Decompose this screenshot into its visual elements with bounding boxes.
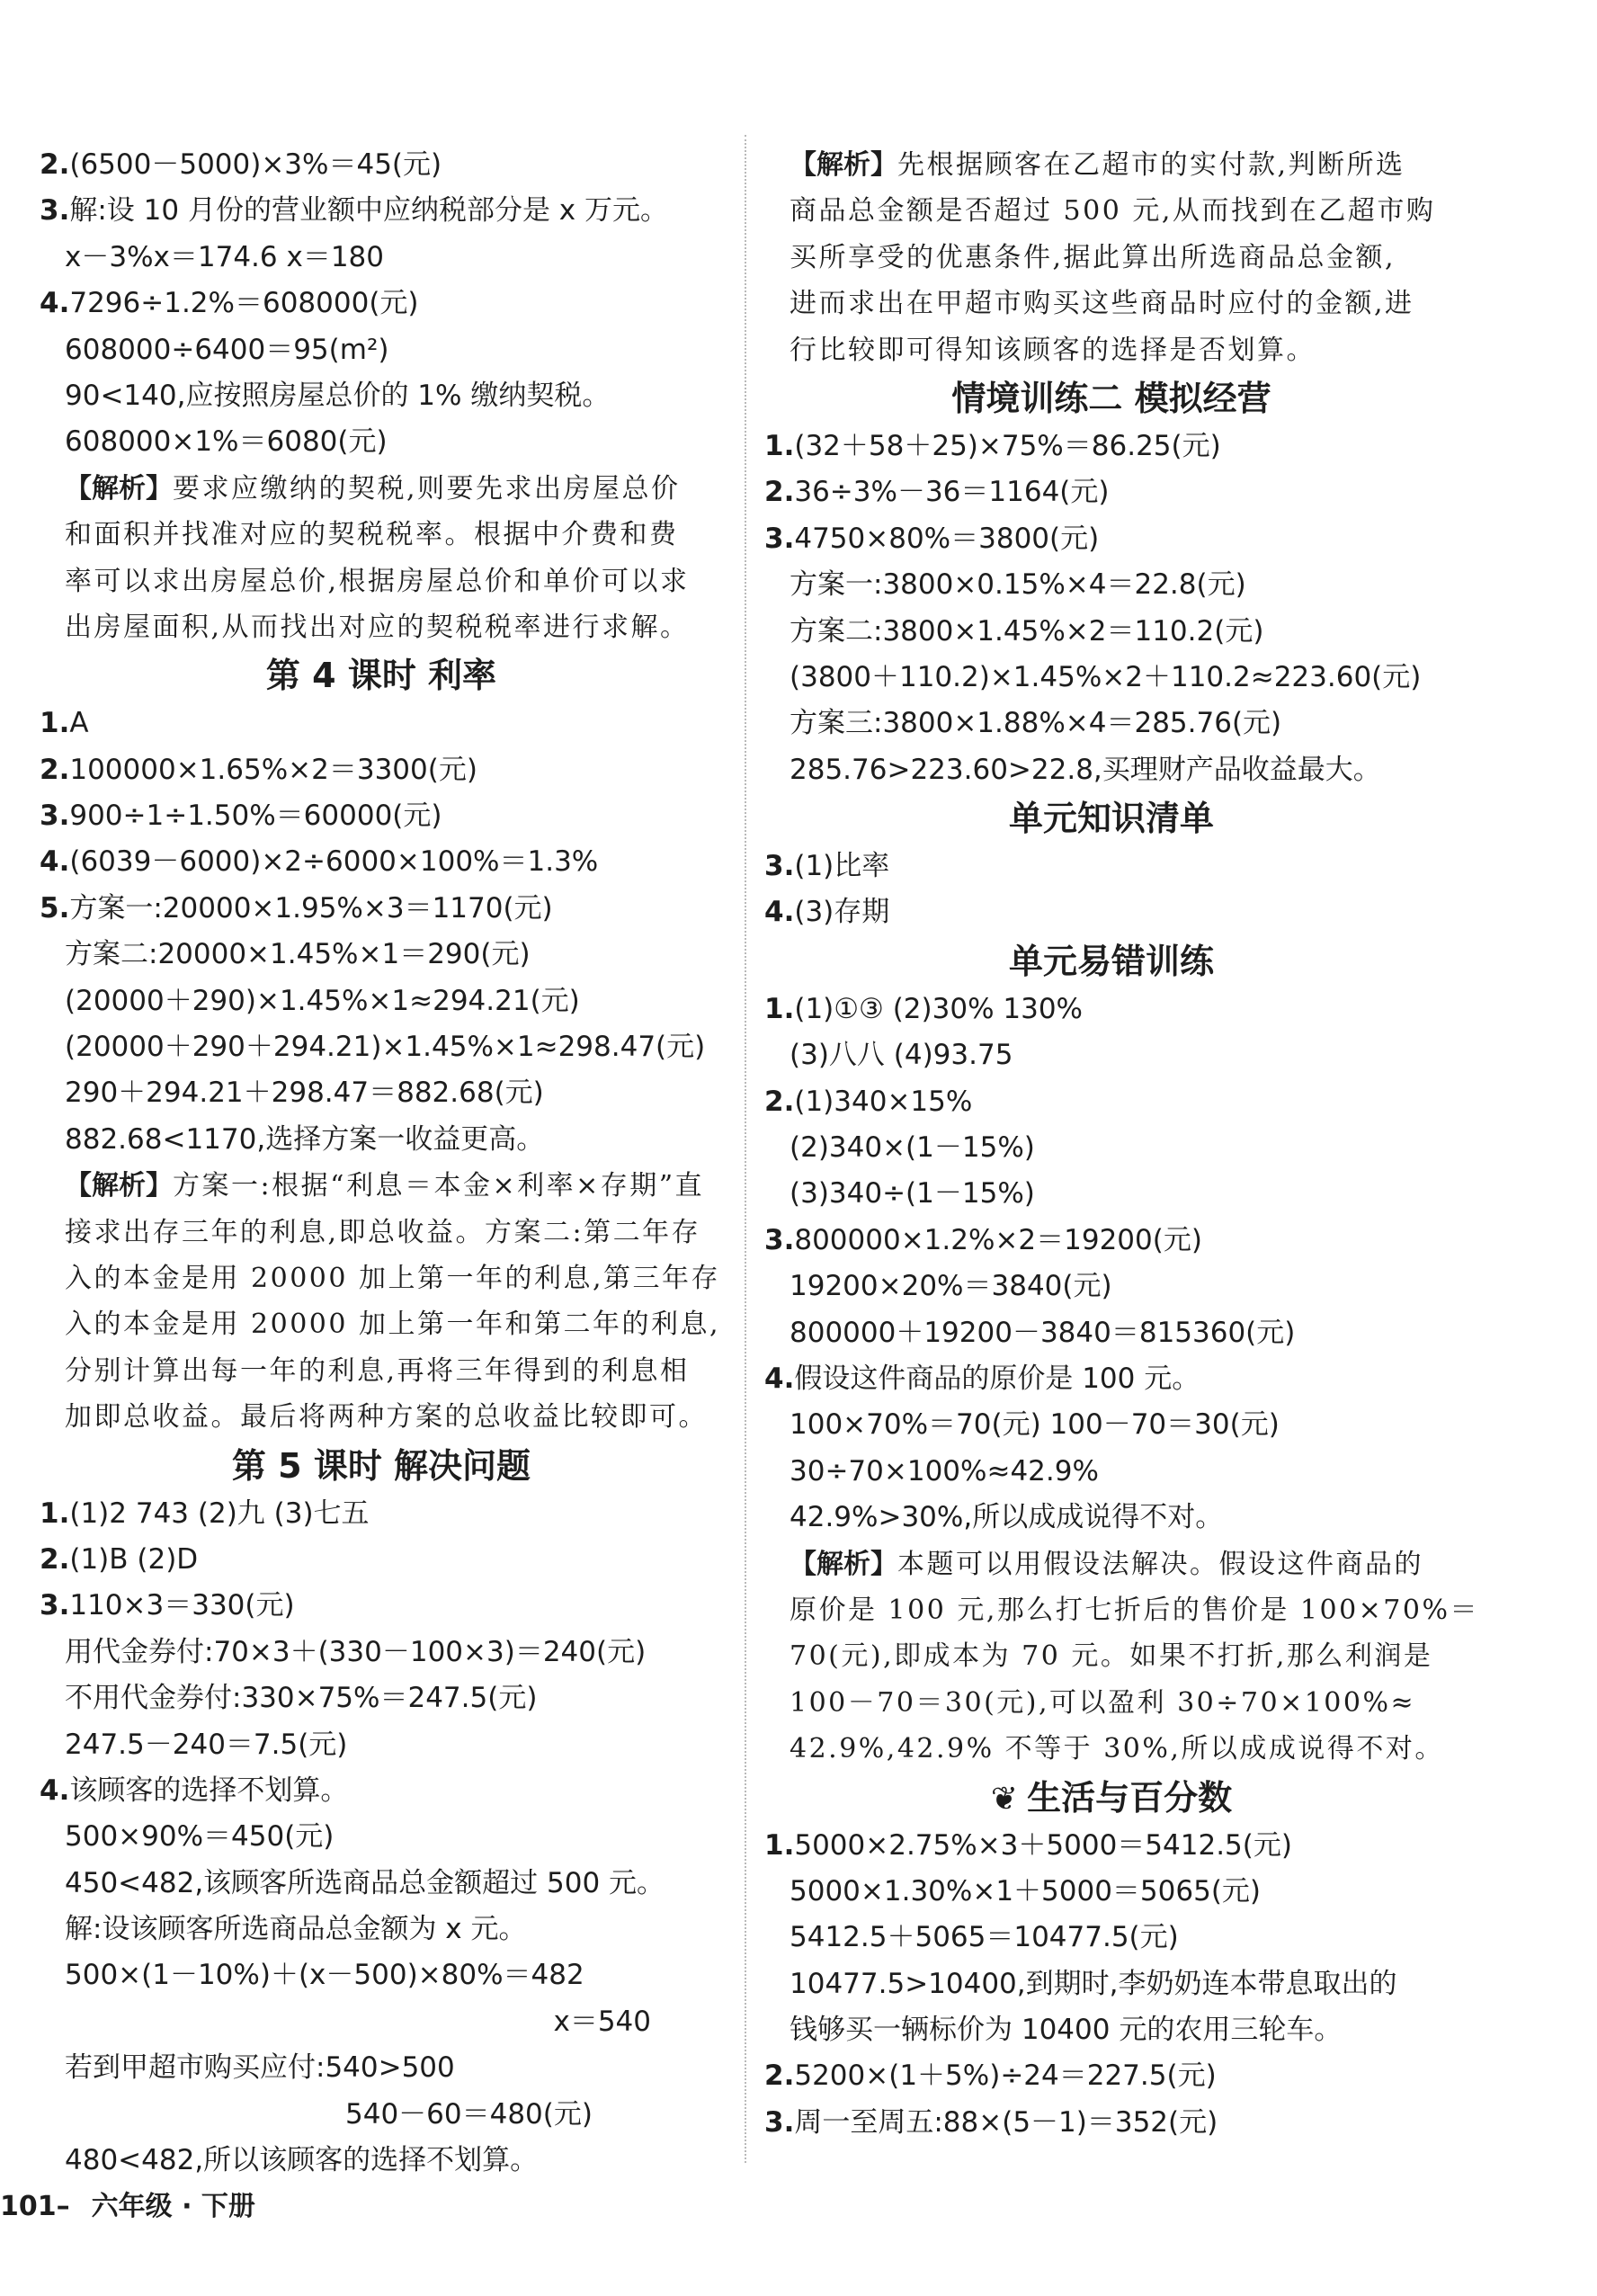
section-heading: 单元知识清单 <box>1008 799 1214 839</box>
answer-line: 3.800000×1.2%×2＝19200(元) <box>764 1223 1202 1256</box>
answer-line: 608000×1%＝6080(元) <box>65 425 388 459</box>
analysis-line: 100－70＝30(元),可以盈利 30÷70×100%≈ <box>790 1686 1416 1719</box>
answer-line: 10477.5>10400,到期时,李奶奶连本带息取出的 <box>790 1967 1397 2000</box>
analysis-tag: 【解析】 <box>65 1170 173 1202</box>
answer-line: 19200×20%＝3840(元) <box>790 1270 1112 1303</box>
answer-line: 285.76>223.60>22.8,买理财产品收益最大。 <box>790 753 1381 786</box>
answer-line: 3.解:设 10 月份的营业额中应纳税部分是 x 万元。 <box>40 194 669 228</box>
answer-line: 5.方案一:20000×1.95%×3＝1170(元) <box>40 891 553 925</box>
answer-line: 1.A <box>40 707 89 740</box>
answer-line: 4.7296÷1.2%＝608000(元) <box>40 287 419 320</box>
answer-line: 2.(1)340×15% <box>764 1085 973 1118</box>
analysis-line: 【解析】方案一:根据“利息＝本金×利率×存期”直 <box>65 1170 705 1202</box>
section-heading: ❦ 生活与百分数 <box>990 1777 1233 1818</box>
grade-label: 六年级 · 下册 <box>91 2191 255 2222</box>
answer-line: 3.(1)比率 <box>764 850 890 883</box>
answer-line: 1.(1)2 743 (2)九 (3)七五 <box>40 1496 370 1530</box>
answer-line: 钱够买一辆标价为 10400 元的农用三轮车。 <box>790 2014 1343 2047</box>
answer-line: 608000÷6400＝95(m²) <box>65 333 389 366</box>
answer-line: x＝540 <box>553 2005 651 2038</box>
answer-line: 2.(6500－5000)×3%＝45(元) <box>40 148 442 181</box>
answer-line: 不用代金券付:330×75%＝247.5(元) <box>65 1682 538 1715</box>
answer-line: 500×90%＝450(元) <box>65 1820 335 1854</box>
section-heading: 第 5 课时 解决问题 <box>231 1445 531 1486</box>
column-divider <box>745 135 746 2163</box>
answer-line: (20000＋290＋294.21)×1.45%×1≈298.47(元) <box>65 1031 706 1064</box>
analysis-line: 入的本金是用 20000 加上第一年和第二年的利息, <box>65 1309 721 1341</box>
analysis-line: 分别计算出每一年的利息,再将三年得到的利息相 <box>65 1354 690 1387</box>
analysis-line: 42.9%,42.9% 不等于 30%,所以成成说得不对。 <box>790 1733 1444 1765</box>
analysis-line: 率可以求出房屋总价,根据房屋总价和单价可以求 <box>65 565 690 597</box>
answer-line: 1.(1)①③ (2)30% 130% <box>764 992 1084 1025</box>
answer-line: 90<140,应按照房屋总价的 1% 缴纳契税。 <box>65 379 611 412</box>
answer-line: 方案二:20000×1.45%×1＝290(元) <box>65 938 531 971</box>
analysis-line: 和面积并找准对应的契税税率。根据中介费和费 <box>65 519 679 551</box>
answer-line: 2.36÷3%－36＝1164(元) <box>764 476 1110 509</box>
answer-line: 5000×1.30%×1＋5000＝5065(元) <box>790 1874 1262 1907</box>
answer-line: 1.5000×2.75%×3＋5000＝5412.5(元) <box>764 1828 1292 1862</box>
answer-line: 4.(3)存期 <box>764 896 890 929</box>
answer-line: 800000＋19200－3840＝815360(元) <box>790 1316 1296 1349</box>
answer-line: 30÷70×100%≈42.9% <box>790 1454 1099 1487</box>
answer-line: (20000＋290)×1.45%×1≈294.21(元) <box>65 984 580 1017</box>
answer-line: 3.周一至周五:88×(5－1)＝352(元) <box>764 2105 1218 2139</box>
answer-line: 方案一:3800×0.15%×4＝22.8(元) <box>790 568 1246 602</box>
analysis-tag: 【解析】 <box>790 1548 897 1580</box>
analysis-line: 出房屋面积,从而找出对应的契税税率进行求解。 <box>65 611 690 643</box>
answer-line: 4.假设这件商品的原价是 100 元。 <box>764 1362 1200 1395</box>
section-heading: 单元易错训练 <box>1008 941 1214 981</box>
answer-line: 480<482,所以该顾客的选择不划算。 <box>65 2144 539 2177</box>
answer-line: (3)八八 (4)93.75 <box>790 1039 1013 1072</box>
answer-line: 450<482,该顾客所选商品总金额超过 500 元。 <box>65 1866 665 1899</box>
left-column <box>40 142 723 2184</box>
answer-line: 解:设该顾客所选商品总金额为 x 元。 <box>65 1913 527 1946</box>
analysis-line: 进而求出在甲超市购买这些商品时应付的金额,进 <box>790 288 1414 320</box>
answer-line: 247.5－240＝7.5(元) <box>65 1728 348 1761</box>
analysis-line: 原价是 100 元,那么打七折后的售价是 100×70%＝ <box>790 1594 1479 1626</box>
analysis-line: 入的本金是用 20000 加上第一年的利息,第三年存 <box>65 1262 721 1294</box>
answer-line: 方案二:3800×1.45%×2＝110.2(元) <box>790 614 1264 648</box>
answer-line: 882.68<1170,选择方案一收益更高。 <box>65 1122 545 1156</box>
answer-line: 5412.5＋5065＝10477.5(元) <box>790 1921 1179 1954</box>
page-footer <box>0 2185 255 2229</box>
right-column <box>764 142 1479 2146</box>
answer-line: 2.5200×(1＋5%)÷24＝227.5(元) <box>764 2059 1217 2093</box>
answer-line: 3.110×3＝330(元) <box>40 1589 295 1622</box>
answer-line: 3.900÷1÷1.50%＝60000(元) <box>40 800 442 833</box>
answer-line: 2.(1)B (2)D <box>40 1542 199 1576</box>
answer-line: 500×(1－10%)＋(x－500)×80%＝482 <box>65 1959 584 1992</box>
answer-line: (2)340×(1－15%) <box>790 1131 1035 1165</box>
page-number: 101– <box>0 2191 70 2222</box>
answer-line: (3800＋110.2)×1.45%×2＋110.2≈223.60(元) <box>790 660 1422 693</box>
analysis-line: 加即总收益。最后将两种方案的总收益比较即可。 <box>65 1401 708 1434</box>
sprout-icon: ❦ <box>990 1780 1019 1818</box>
analysis-tag: 【解析】 <box>790 149 897 181</box>
answer-line: 290＋294.21＋298.47＝882.68(元) <box>65 1077 544 1110</box>
answer-line: 若到甲超市购买应付:540>500 <box>65 2051 455 2085</box>
analysis-line: 行比较即可得知该顾客的选择是否划算。 <box>790 334 1316 366</box>
answer-line: (3)340÷(1－15%) <box>790 1177 1035 1211</box>
answer-line: 3.4750×80%＝3800(元) <box>764 522 1100 555</box>
analysis-line: 商品总金额是否超过 500 元,从而找到在乙超市购 <box>790 195 1436 228</box>
analysis-line: 70(元),即成本为 70 元。如果不打折,那么利润是 <box>790 1640 1433 1673</box>
answer-line: 540－60＝480(元) <box>345 2097 593 2131</box>
answer-line: 2.100000×1.65%×2＝3300(元) <box>40 753 477 786</box>
analysis-line: 接求出存三年的利息,即总收益。方案二:第二年存 <box>65 1216 701 1248</box>
section-heading: 情境训练二 模拟经营 <box>951 378 1271 418</box>
answer-line: 1.(32＋58＋25)×75%＝86.25(元) <box>764 429 1221 462</box>
answer-line: 4.该顾客的选择不划算。 <box>40 1773 349 1807</box>
analysis-line: 【解析】本题可以用假设法解决。假设这件商品的 <box>790 1548 1423 1580</box>
answer-line: 用代金券付:70×3＋(330－100×3)＝240(元) <box>65 1635 647 1668</box>
answer-line: 4.(6039－6000)×2÷6000×100%＝1.3% <box>40 845 599 879</box>
analysis-line: 买所享受的优惠条件,据此算出所选商品总金额, <box>790 241 1396 273</box>
answer-line: 方案三:3800×1.88%×4＝285.76(元) <box>790 707 1282 740</box>
answer-line: x－3%x＝174.6 x＝180 <box>65 240 384 273</box>
section-heading: 第 4 课时 利率 <box>265 656 497 696</box>
analysis-tag: 【解析】 <box>65 472 173 505</box>
answer-line: 42.9%>30%,所以成成说得不对。 <box>790 1501 1224 1534</box>
analysis-line: 【解析】要求应缴纳的契税,则要先求出房屋总价 <box>65 472 681 505</box>
answer-line: 100×70%＝70(元) 100－70＝30(元) <box>790 1408 1280 1442</box>
analysis-line: 【解析】先根据顾客在乙超市的实付款,判断所选 <box>790 149 1405 181</box>
